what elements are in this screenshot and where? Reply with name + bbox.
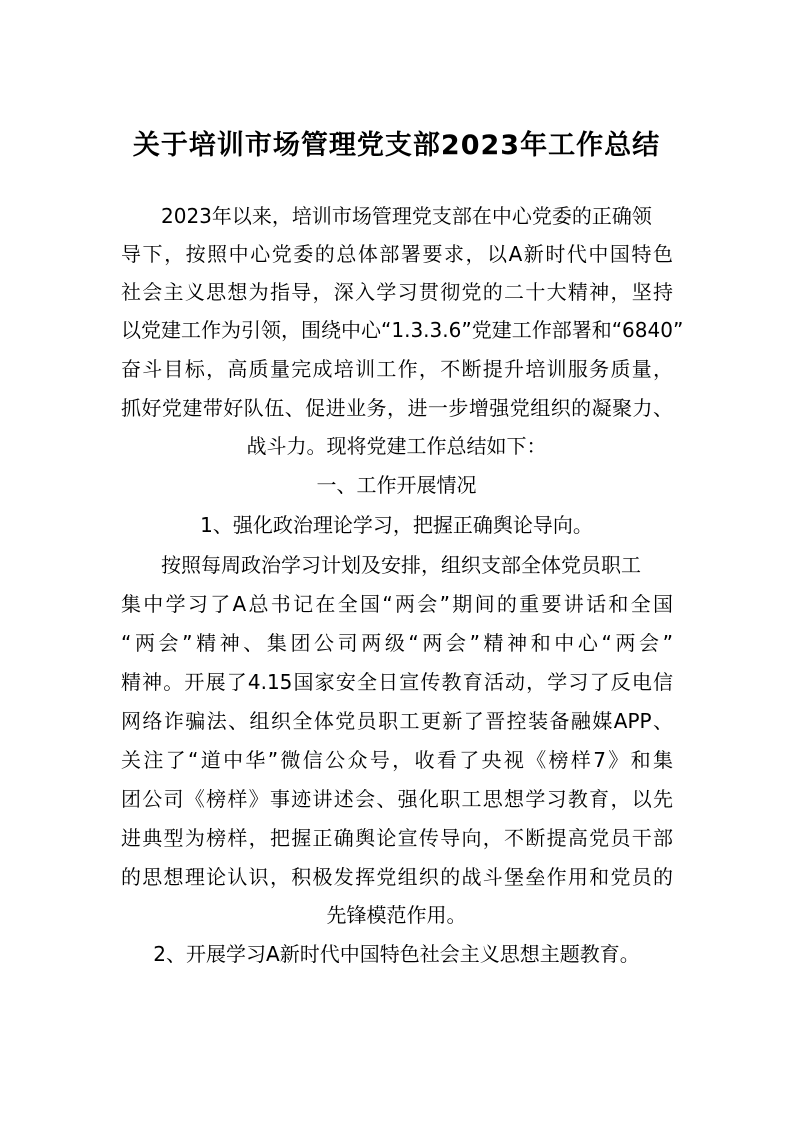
- paragraph-line: 奋斗目标，高质量完成培训工作，不断提升培训服务质量，: [121, 357, 673, 381]
- paragraph-line: “两会”精神、集团公司两级“两会”精神和中心“两会”: [121, 631, 673, 655]
- paragraph-line: 抓好党建带好队伍、促进业务，进一步增强党组织的凝聚力、: [121, 396, 673, 420]
- paragraph-line: 2023年以来，培训市场管理党支部在中心党委的正确领: [161, 204, 652, 228]
- paragraph-line: 团公司《榜样》事迹讲述会、强化职工思想学习教育，以先: [121, 787, 673, 811]
- paragraph-line: 关注了“道中华”微信公众号，收看了央视《榜样7》和集: [121, 748, 673, 772]
- paragraph-line: 的思想理论认识，积极发挥党组织的战斗堡垒作用和党员的: [121, 865, 673, 889]
- paragraph-line: 按照每周政治学习计划及安排，组织支部全体党员职工: [161, 553, 641, 577]
- paragraph-line: 以党建工作为引领，围绕中心“1.3.3.6”党建工作部署和“6840”: [121, 318, 684, 342]
- section-heading: 一、工作开展情况: [316, 473, 477, 497]
- paragraph-line: 进典型为榜样，把握正确舆论宣传导向，不断提高党员干部: [121, 826, 673, 850]
- paragraph-line: 集中学习了A总书记在全国“两会”期间的重要讲话和全国: [121, 592, 673, 616]
- document-title: 关于培训市场管理党支部2023年工作总结: [132, 130, 661, 161]
- paragraph-line: 导下，按照中心党委的总体部署要求，以A新时代中国特色: [121, 242, 673, 266]
- paragraph-line: 社会主义思想为指导，深入学习贯彻党的二十大精神，坚持: [121, 280, 673, 304]
- subsection-heading: 1、强化政治理论学习，把握正确舆论导向。: [200, 513, 593, 537]
- paragraph-line: 战斗力。现将党建工作总结如下：: [246, 434, 547, 458]
- subsection-heading: 2、开展学习A新时代中国特色社会主义思想主题教育。: [153, 942, 640, 966]
- paragraph-line: 网络诈骗法、组织全体党员职工更新了晋控装备融媒APP、: [121, 709, 673, 733]
- paragraph-line: 先锋模范作用。: [326, 903, 467, 927]
- paragraph-line: 精神。开展了4.15国家安全日宣传教育活动，学习了反电信: [121, 670, 673, 694]
